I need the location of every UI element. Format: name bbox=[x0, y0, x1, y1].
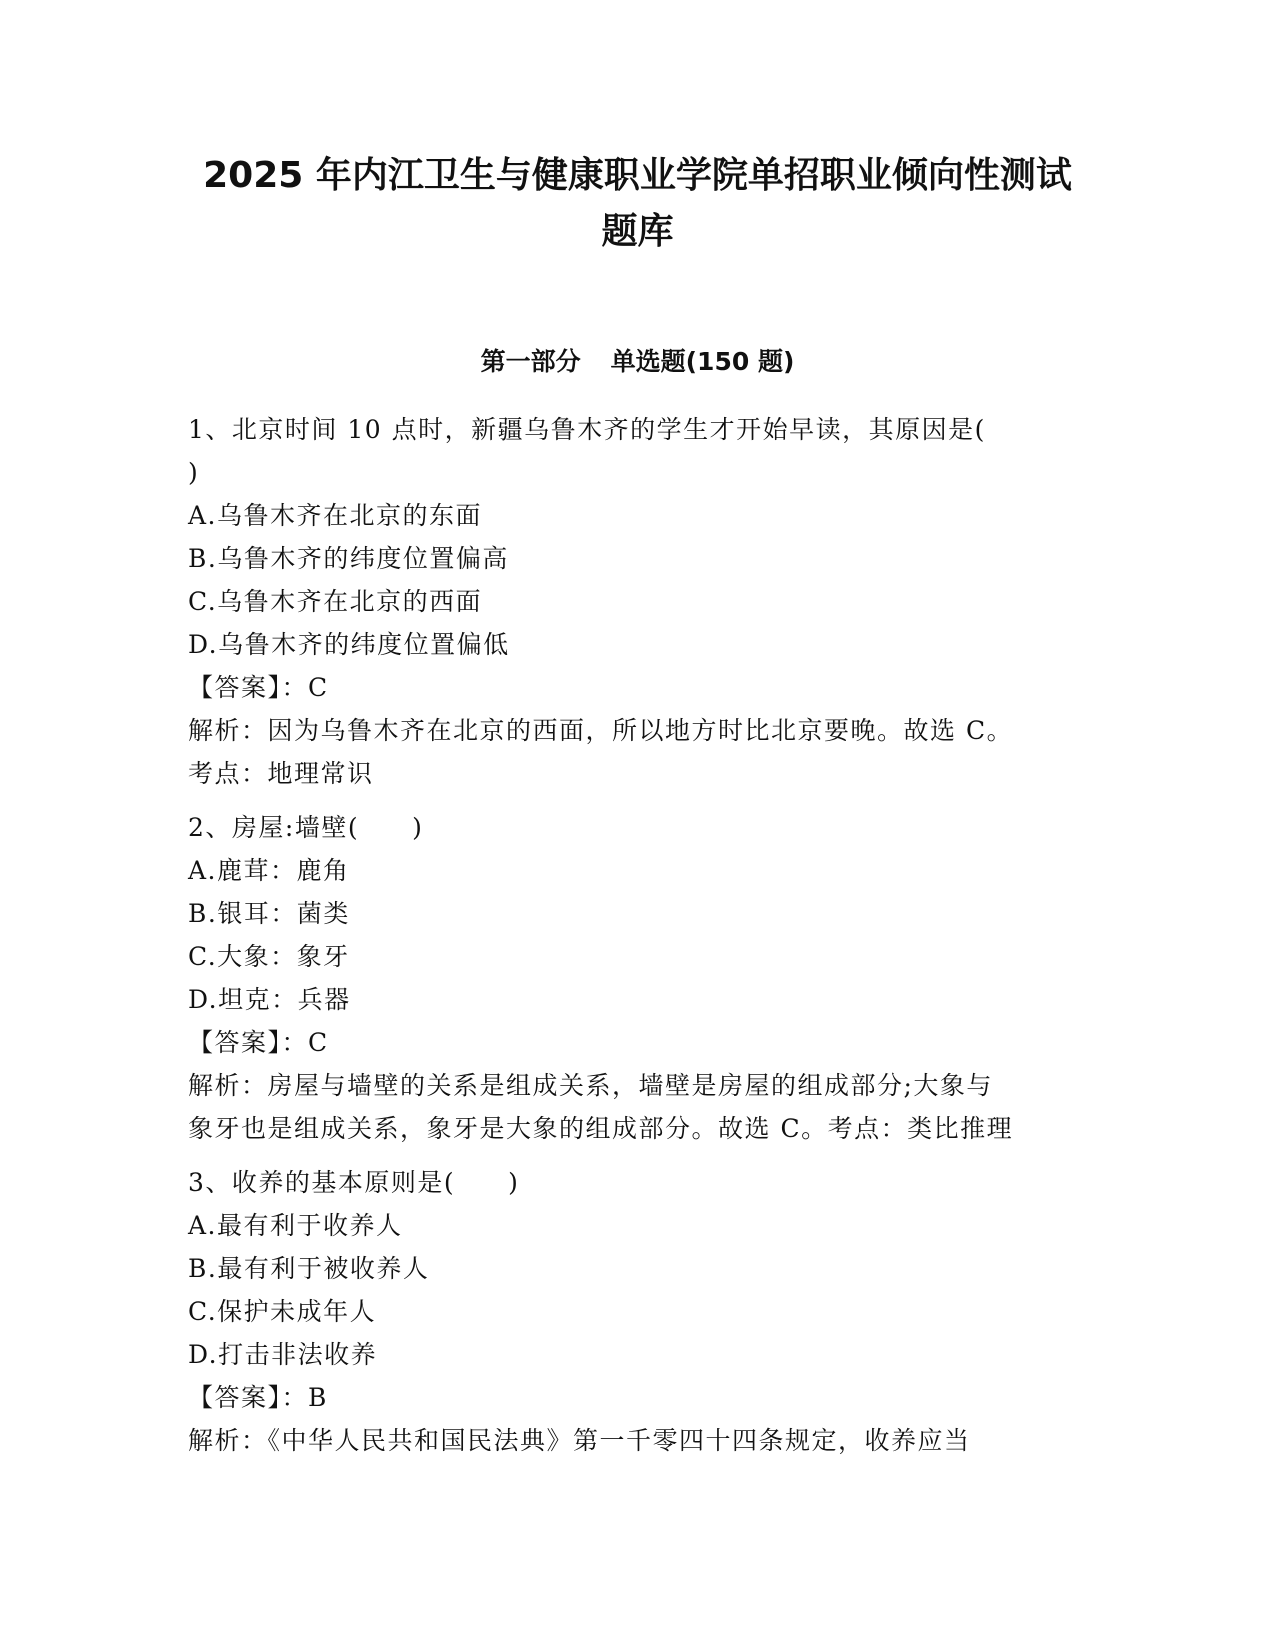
answer: 【答案】：B bbox=[188, 1383, 328, 1412]
section-heading bbox=[180, 344, 1095, 380]
question-stem-line-1: 2、房屋:墙壁( ) bbox=[188, 813, 424, 842]
option-d: D.打击非法收养 bbox=[188, 1340, 378, 1369]
section-name: 单选题(150 题) bbox=[610, 347, 795, 376]
question-stem bbox=[188, 408, 1078, 494]
analysis-line-2: 象牙也是组成关系，象牙是大象的组成部分。故选 C。考点：类比推理 bbox=[188, 1114, 1014, 1143]
option-d: D.坦克：兵器 bbox=[188, 985, 351, 1014]
question-stem bbox=[188, 1161, 1078, 1204]
answer: 【答案】：C bbox=[188, 1028, 329, 1057]
document-title bbox=[180, 148, 1095, 260]
question-2 bbox=[188, 806, 1078, 1150]
section-part: 第一部分 bbox=[480, 347, 581, 376]
analysis-line-1: 解析：《中华人民共和国民法典》第一千零四十四条规定，收养应当 bbox=[188, 1426, 971, 1455]
question-stem-line-1: 3、收养的基本原则是( ) bbox=[188, 1168, 520, 1197]
option-a: A.最有利于收养人 bbox=[188, 1211, 403, 1240]
option-a: A.鹿茸：鹿角 bbox=[188, 856, 350, 885]
document-title-line-1: 2025 年内江卫生与健康职业学院单招职业倾向性测试 bbox=[203, 155, 1072, 196]
analysis-line-1: 解析：因为乌鲁木齐在北京的西面，所以地方时比北京要晚。故选 C。 bbox=[188, 716, 1014, 745]
option-c: C.保护未成年人 bbox=[188, 1297, 377, 1326]
answer: 【答案】：C bbox=[188, 673, 329, 702]
analysis-line-1: 解析：房屋与墙壁的关系是组成关系，墙壁是房屋的组成部分;大象与 bbox=[188, 1071, 993, 1100]
option-b: B.最有利于被收养人 bbox=[188, 1254, 430, 1283]
option-c: C.乌鲁木齐在北京的西面 bbox=[188, 587, 483, 616]
option-b: B.银耳：菌类 bbox=[188, 899, 350, 928]
question-3 bbox=[188, 1161, 1078, 1462]
option-a: A.乌鲁木齐在北京的东面 bbox=[188, 501, 483, 530]
option-d: D.乌鲁木齐的纬度位置偏低 bbox=[188, 630, 510, 659]
question-stem-line-1: 1、北京时间 10 点时，新疆乌鲁木齐的学生才开始早读，其原因是( bbox=[188, 415, 986, 444]
option-c: C.大象：象牙 bbox=[188, 942, 350, 971]
question-list bbox=[188, 408, 1078, 1473]
option-b: B.乌鲁木齐的纬度位置偏高 bbox=[188, 544, 509, 573]
document-title-line-2: 题库 bbox=[601, 211, 674, 252]
question-1 bbox=[188, 408, 1078, 795]
question-stem-line-2: ) bbox=[188, 458, 200, 487]
question-stem bbox=[188, 806, 1078, 849]
analysis-line-2: 考点：地理常识 bbox=[188, 759, 374, 788]
